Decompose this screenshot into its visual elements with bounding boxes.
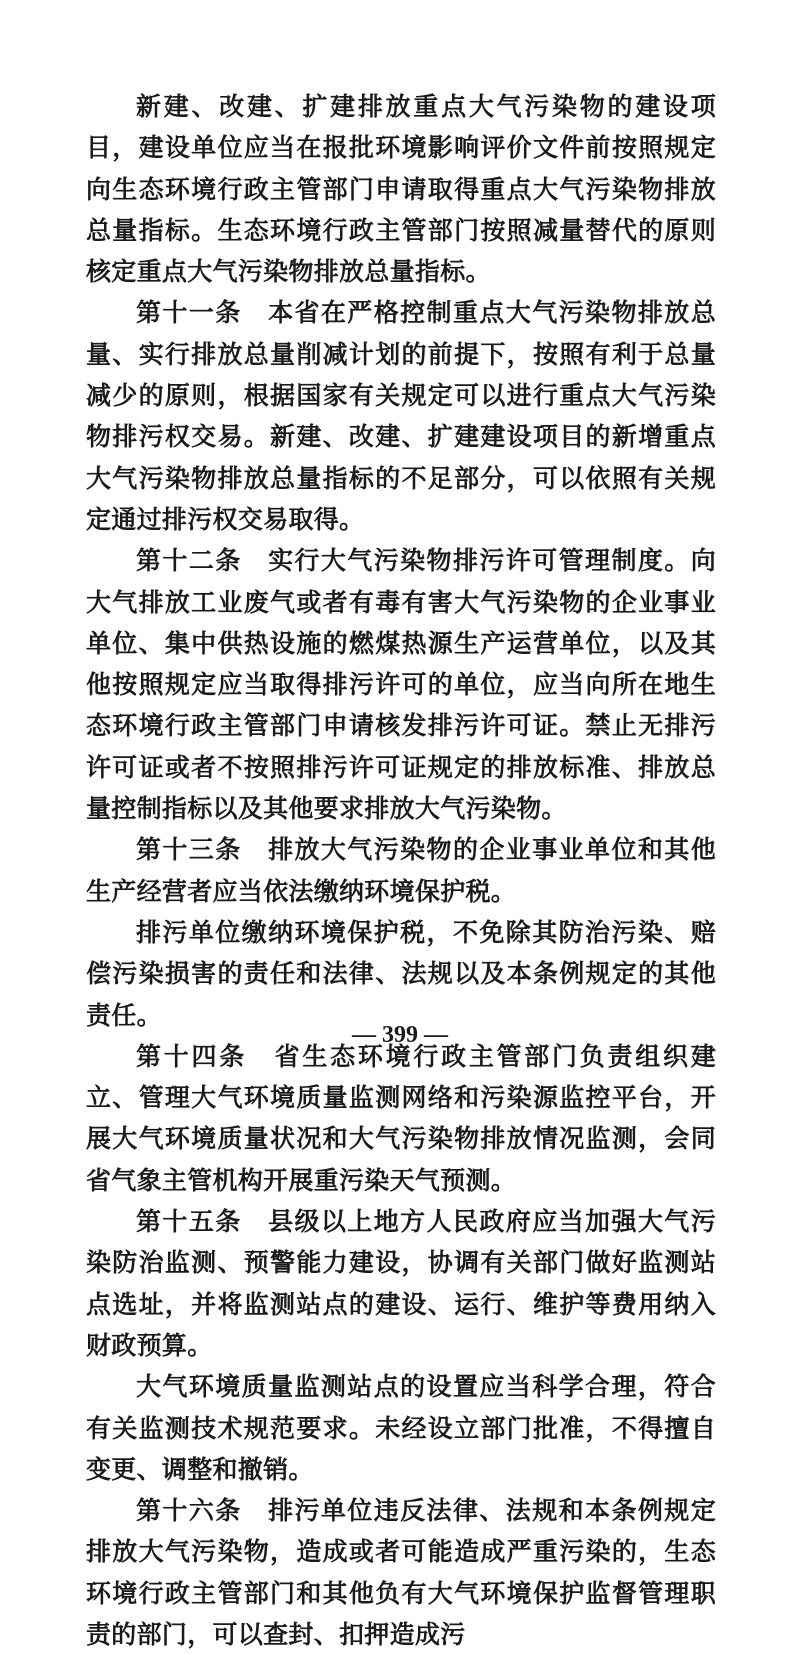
page-number: — 399 — [352, 1022, 448, 1048]
paragraph-2: 第十一条 本省在严格控制重点大气污染物排放总量、实行排放总量削减计划的前提下，按照有利于总量减少的原则，根据国家有关规定可以进行重点大气污染物排污权交易。新建、改建、扩建建设项目的新增重点大气污染物排放总量指标的不足部分，可以依照有关规定通过排污权交易取得。 [86, 298, 716, 534]
paragraph-3: 第十二条 实行大气污染物排污许可管理制度。向大气排放工业废气或者有毒有害大气污染物的企业事业单位、集中供热设施的燃煤热源生产运营单位，以及其他按照规定应当取得排污许可的单位，应当向所在地生态环境行政主管部门申请核发排污许可证。禁止无排污许可证或者不按照排污许可证规定的排放标准、排放总量控制指标以及其他要求排放大气污染物。 [86, 546, 716, 824]
paragraph-5: 排污单位缴纳环境保护税，不免除其防治污染、赔偿污染损害的责任和法律、法规以及本条例规定的其他责任。 [86, 917, 716, 1030]
paragraph-1: 新建、改建、扩建排放重点大气污染物的建设项目，建设单位应当在报批环境影响评价文件前按照规定向生态环境行政主管部门申请取得重点大气污染物排放总量指标。生态环境行政主管部门按照减量替代的原则核定重点大气污染物排放总量指标。 [86, 92, 716, 287]
paragraph-8: 大气环境质量监测站点的设置应当科学合理，符合有关监测技术规范要求。未经设立部门批准，不得擅自变更、调整和撤销。 [86, 1372, 716, 1484]
paragraph-7: 第十五条 县级以上地方人民政府应当加强大气污染防治监测、预警能力建设，协调有关部门做好监测站点选址，并将监测站点的建设、运行、维护等费用纳入财政预算。 [86, 1207, 716, 1360]
paragraph-6: 第十四条 省生态环境行政主管部门负责组织建立、管理大气环境质量监测网络和污染源监控平台，开展大气环境质量状况和大气污染物排放情况监测，会同省气象主管机构开展重污染天气预测。 [86, 1041, 716, 1195]
body-text [86, 86, 716, 1655]
paragraph-9: 第十六条 排污单位违反法律、法规和本条例规定排放大气污染物，造成或者可能造成严重污染的，生态环境行政主管部门和其他负有大气环境保护监督管理职责的部门，可以查封、扣押造成污 [86, 1496, 716, 1649]
paragraph-4: 第十三条 排放大气污染物的企业事业单位和其他生产经营者应当依法缴纳环境保护税。 [86, 835, 716, 906]
